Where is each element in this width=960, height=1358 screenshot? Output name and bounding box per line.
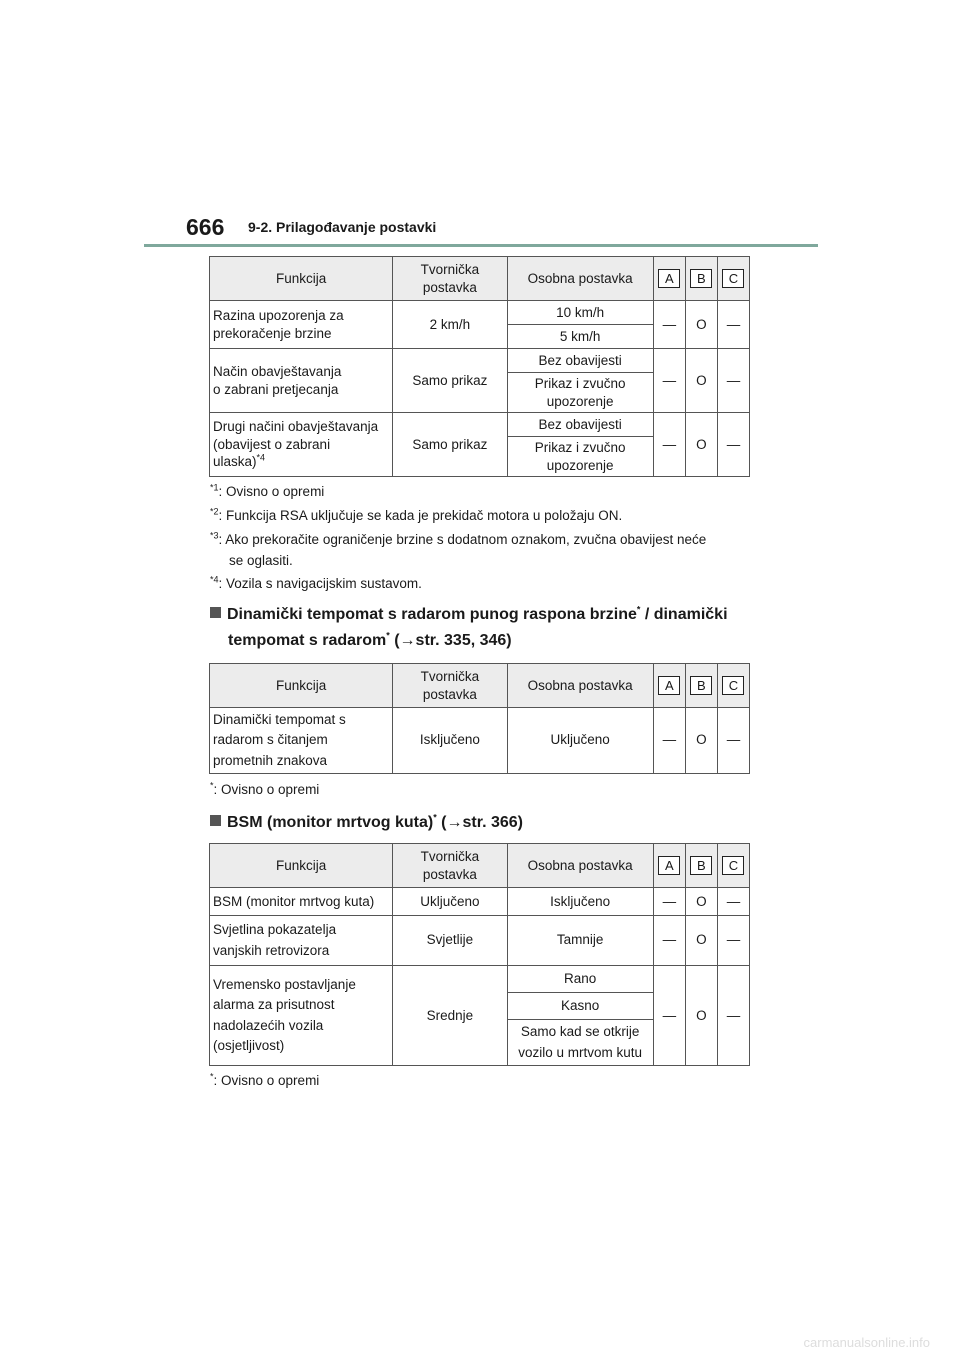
heading-text: Dinamički tempomat s radarom punog raspona brzine [227,606,637,623]
cell-c: — [717,708,749,774]
footnote-text: : Ako prekoračite ograničenje brzine s dodatnom oznakom, zvučna obavijest neće [218,532,707,547]
cell-text: o zabrani pretjecanja [213,381,339,397]
cell-text: Razina upozorenja za [213,307,344,323]
footnote-mark: *4 [210,574,219,585]
cell-funkcija [210,916,393,966]
section-heading-acc-line2 [228,632,512,650]
cell-funkcija [210,413,393,477]
cell-b: O [685,349,717,413]
cell-text: vanjskih retrovizora [213,942,330,958]
cell-b: O [685,413,717,477]
header-c [717,664,749,708]
header-tvornicka-line2: postavka [422,686,477,702]
box-b: B [690,676,712,695]
cell-tvornicka: 2 km/h [393,301,507,349]
section-title: 9-2. Prilagođavanje postavki [248,219,437,235]
footnote-mark: * [210,1071,214,1082]
footnote-text: : Ovisno o opremi [218,484,325,499]
cell-text: prekoračenje brzine [213,325,332,341]
header-tvornicka [393,257,507,301]
header-osobna: Osobna postavka [507,844,653,888]
header-tvornicka-line2: postavka [422,866,477,882]
footnote [210,484,324,499]
box-c: C [722,856,744,875]
header-c [717,257,749,301]
cell-b: O [685,708,717,774]
cell-a: — [653,916,685,966]
box-c: C [722,676,744,695]
cell-a: — [653,301,685,349]
cell-tvornicka: Svjetlije [393,916,507,966]
box-a: A [658,676,680,695]
cell-a: — [653,349,685,413]
cell-a: — [653,966,685,1066]
cell-text: Dinamički tempomat s [213,712,346,728]
cell-text: Drugi načini obavještavanja [213,419,379,435]
header-tvornicka [393,844,507,888]
cell-tvornicka: Uključeno [393,888,507,916]
cell-osobna: Rano [507,966,653,993]
cell-c: — [717,966,749,1066]
cell-text: radarom s čitanjem [213,732,328,748]
heading-text: tempomat s radarom [228,632,387,649]
header-a [653,257,685,301]
settings-table-bsm [209,843,750,1066]
table-row [210,301,750,325]
header-tvornicka [393,664,507,708]
header-rule [144,244,818,247]
cell-text: Vremensko postavljanje [213,977,356,992]
footnote-bsm [210,1073,319,1088]
cell-a: — [653,708,685,774]
header-osobna: Osobna postavka [507,664,653,708]
footnote-mark: *2 [210,506,219,517]
section-heading-bsm [210,814,523,832]
cell-text: ulaska) [213,454,257,470]
footnote [210,532,706,547]
header-tvornicka-line2: postavka [422,279,477,295]
footnote-mark: *3 [210,530,219,541]
box-b: B [690,856,712,875]
cell-text: nadolazećih vozila [213,1017,324,1033]
cell-osobna: Tamnije [507,916,653,966]
cell-funkcija [210,708,393,774]
header-b [685,257,717,301]
cell-funkcija: BSM (monitor mrtvog kuta) [210,888,393,916]
cell-c: — [717,916,749,966]
cell-osobna: Bez obavijesti [507,413,653,437]
table-row [210,349,750,373]
cell-text: (obavijest o zabrani [213,436,331,452]
footnote-ref: *4 [256,452,266,463]
cell-osobna: Prikaz i zvučno upozorenje [507,373,653,413]
box-b: B [690,269,712,288]
square-bullet-icon [210,815,221,826]
cell-c: — [717,301,749,349]
header-b [685,844,717,888]
cell-a: — [653,888,685,916]
table-header-row [210,664,750,708]
cell-b: O [685,888,717,916]
cell-funkcija [210,966,393,1066]
cell-text: (osjetljivost) [213,1037,285,1053]
header-a [653,844,685,888]
table-row [210,413,750,437]
cell-osobna: Uključeno [507,708,653,774]
header-funkcija: Funkcija [210,664,393,708]
footnote [210,576,422,591]
header-c [717,844,749,888]
cell-tvornicka: Samo prikaz [393,413,507,477]
cell-c: — [717,888,749,916]
footnote-text: : Funkcija RSA uključuje se kada je prekidač motora u položaju ON. [218,508,623,523]
cell-c: — [717,349,749,413]
cell-text: Svjetlina pokazatelja [213,922,337,938]
table-header-row [210,844,750,888]
cell-text: prometnih znakova [213,752,328,768]
box-a: A [658,269,680,288]
header-b [685,664,717,708]
footnote-text: : Ovisno o opremi [213,1073,320,1088]
cell-tvornicka: Samo prikaz [393,349,507,413]
cell-b: O [685,916,717,966]
watermark: carmanualsonline.info [803,1335,930,1350]
cell-osobna: Samo kad se otkrije vozilo u mrtvom kutu [507,1020,653,1066]
header-tvornicka-line1: Tvornička [420,668,480,684]
table-row [210,708,750,774]
footnotes-1 [210,484,770,594]
cell-osobna: Prikaz i zvučno upozorenje [507,437,653,477]
header-tvornicka-line1: Tvornička [420,848,480,864]
header-osobna: Osobna postavka [507,257,653,301]
heading-text: BSM (monitor mrtvog kuta) [227,814,434,831]
footnote-text: : Ovisno o opremi [213,782,320,797]
footnote-acc [210,782,319,797]
table-row [210,916,750,966]
cell-text: alarma za prisutnost [213,997,335,1013]
table-row [210,966,750,993]
box-a: A [658,856,680,875]
settings-table-speed [209,256,750,477]
heading-text: / dinamički [640,606,728,623]
footnote-ref: * [433,812,437,823]
cell-tvornicka: Srednje [393,966,507,1066]
cell-funkcija [210,349,393,413]
footnote [210,508,622,523]
cell-osobna: 10 km/h [507,301,653,325]
page-number: 666 [186,214,225,240]
footnote-mark: *1 [210,482,219,493]
cell-b: O [685,966,717,1066]
header-a [653,664,685,708]
cell-b: O [685,301,717,349]
cell-osobna: Bez obavijesti [507,349,653,373]
table-header-row [210,257,750,301]
cell-osobna: 5 km/h [507,325,653,349]
footnote-ref: * [636,604,641,615]
cell-funkcija [210,301,393,349]
box-c: C [722,269,744,288]
footnote-ref: * [386,630,390,641]
cell-osobna: Kasno [507,993,653,1020]
settings-table-acc [209,663,750,774]
cell-osobna: Isključeno [507,888,653,916]
header-funkcija: Funkcija [210,844,393,888]
heading-text: (→str. 366) [436,814,523,831]
header-funkcija: Funkcija [210,257,393,301]
footnote-continuation: se oglasiti. [229,553,293,568]
cell-text: Način obavještavanja [213,364,342,379]
table-row [210,888,750,916]
cell-tvornicka: Isključeno [393,708,507,774]
heading-text: (→str. 335, 346) [389,632,512,649]
cell-a: — [653,413,685,477]
cell-c: — [717,413,749,477]
square-bullet-icon [210,607,221,618]
header-tvornicka-line1: Tvornička [420,261,480,277]
footnote-text: : Vozila s navigacijskim sustavom. [218,576,422,591]
footnote-mark: * [210,780,214,791]
section-heading-acc [210,606,728,624]
